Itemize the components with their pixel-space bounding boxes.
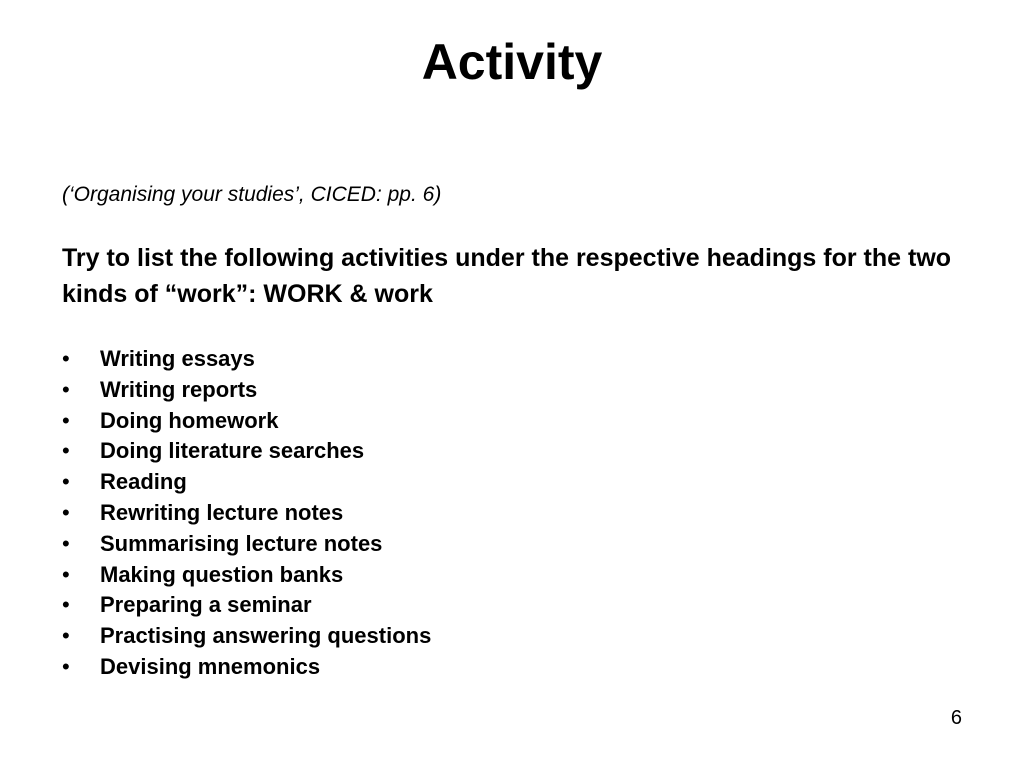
page-number: 6 bbox=[950, 707, 962, 729]
bullet-icon: • bbox=[62, 561, 70, 587]
activity-label: Rewriting lecture notes bbox=[100, 499, 344, 525]
activity-label: Devising mnemonics bbox=[100, 653, 321, 679]
bullet-icon: • bbox=[62, 653, 70, 679]
activity-list bbox=[62, 344, 431, 683]
activity-label: Making question banks bbox=[100, 561, 344, 587]
list-item bbox=[62, 621, 431, 652]
activity-label: Summarising lecture notes bbox=[100, 530, 383, 556]
activity-label: Practising answering questions bbox=[100, 623, 432, 649]
list-item bbox=[62, 652, 431, 683]
bullet-icon: • bbox=[62, 469, 70, 495]
activity-label: Writing essays bbox=[100, 346, 255, 371]
bullet-icon: • bbox=[62, 499, 70, 525]
list-item bbox=[62, 467, 431, 498]
list-item bbox=[62, 590, 431, 621]
list-item bbox=[62, 406, 431, 437]
activity-label: Doing literature searches bbox=[100, 438, 365, 464]
bullet-icon: • bbox=[62, 438, 70, 464]
bullet-icon: • bbox=[62, 592, 70, 618]
list-item bbox=[62, 498, 431, 529]
bullet-icon: • bbox=[62, 376, 70, 402]
bullet-icon: • bbox=[62, 623, 70, 649]
bullet-icon: • bbox=[62, 530, 70, 556]
activity-label: Doing homework bbox=[100, 407, 279, 433]
bullet-icon: • bbox=[62, 407, 70, 433]
list-item bbox=[62, 436, 431, 467]
activity-label: Writing reports bbox=[100, 376, 258, 402]
list-item bbox=[62, 560, 431, 591]
activity-label: Reading bbox=[100, 469, 187, 495]
source-citation: (‘Organising your studies’, CICED: pp. 6) bbox=[62, 183, 442, 206]
activity-label: Preparing a seminar bbox=[100, 592, 312, 618]
slide-title: Activity bbox=[421, 34, 603, 90]
bullet-icon: • bbox=[62, 346, 70, 371]
activity-instruction: Try to list the following activities under the respective headings for the two kinds of “work”: WORK & work bbox=[62, 244, 952, 308]
list-item bbox=[62, 375, 431, 406]
list-item bbox=[62, 344, 431, 375]
list-item bbox=[62, 529, 431, 560]
